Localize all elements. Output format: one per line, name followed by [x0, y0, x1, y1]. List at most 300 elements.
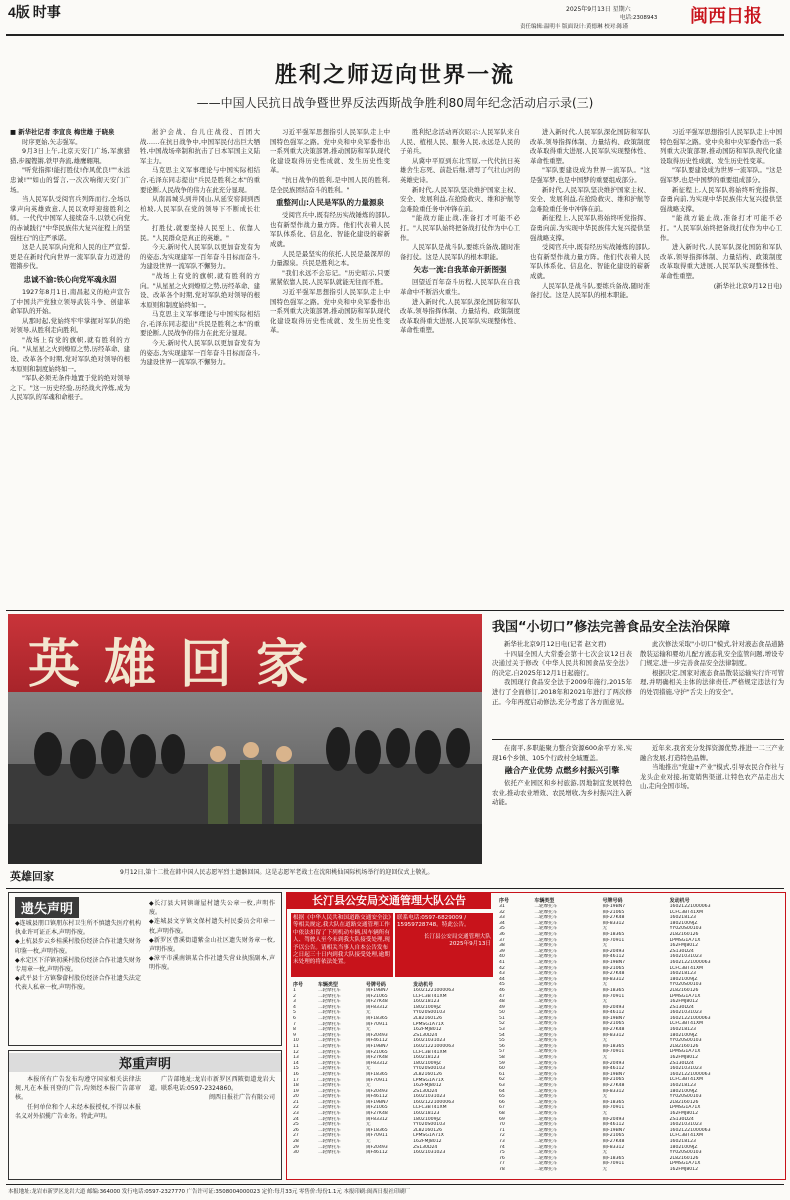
plate-number: 无 — [602, 1094, 608, 1100]
article2-col-1: 新华社北京9月12日电(记者 赵文君) 十四届全国人大常委会第十七次会议12日表决通过关于修改《中华人民共和国食品安全法》的决定,自2025年12月1日起施行。 我国现行食品安全法于2009年施行,2015年进行了全面修订,2018年和2021年进行了两次修正。今年再度启动修法,充分考虑了各方面意见。 — [492, 640, 632, 706]
engine-number: 16021221000063 — [669, 904, 711, 909]
plate-number: 闽F70911 — [602, 937, 625, 943]
vehicle-table-2: 序号 车辆类型 号牌号码 发动机号 31 二轮摩托车 闽F19BN7 16021221000063 32 二轮摩托车 闽F21065 LCFC3BT41XM 33 二轮摩托车 闽F27K48 160218123 34 二轮摩托车 闽F83312 18021009JZ 35 二轮摩托车 无 YY020S00103 36 二轮摩托车 闽F18365 2L82160126 37 二轮摩托车 闽F70911 LPMSG1A71X 38 二轮摩托车 无 162FMJ8012 39 二轮摩托车 闽F20493 ZS130D24 40 二轮摩托车 闽F46112 16021031023 41 二轮摩托车 闽F19BN7 16021221000063 42 二轮摩托车 闽F21065 LCFC3BT41XM 43 二轮摩托车 闽F27K48 160218123 44 二轮摩托车 闽F83312 18021009JZ 45 二轮摩托车 无 YY020S00103 46 二轮摩托车 闽F18365 2L82160126 47 二轮摩托车 闽F70911 LPMSG1A71X 48 二轮摩托车 无 162FMJ8012 49 二轮摩托车 闽F20493 ZS130D24 50 二轮摩托车 闽F46112 16021031023 51 二轮摩托车 闽F19BN7 16021221000063 52 二轮摩托车 闽F21065 LCFC3BT41XM 53 二轮摩托车 闽F27K48 160218123 54 二轮摩托车 闽F83312 18021009JZ 55 二轮摩托车 无 YY020S00103 56 二轮摩托车 闽F18365 2L82160126 57 二轮摩托车 闽F70911 LPMSG1A71X 58 二轮摩托车 无 162FMJ8012 59 二轮摩托车 闽F20493 ZS130D24 60 二轮摩托车 闽F46112 16021031023 61 二轮摩托车 闽F19BN7 16021221000063 62 二轮摩托车 闽F21065 LCFC3BT41XM 63 二轮摩托车 闽F27K48 160218123 64 二轮摩托车 闽F83312 18021009JZ 65 二轮摩托车 无 YY020S00103 66 二轮摩托车 闽F18365 2L82160126 67 二轮摩托车 闽F70911 LPMSG1A71X 68 二轮摩托车 无 162FMJ8012 69 二轮摩托车 闽F20493 ZS130D24 70 二轮摩托车 闽F46112 16021031023 71 二轮摩托车 闽F19BN7 16021221000063 72 二轮摩托车 闽F21065 LCFC3BT41XM 73 二轮摩托车 闽F27K48 160218123 74 二轮摩托车 闽F83312 18021009JZ 75 二轮摩托车 无 YY020S00103 76 二轮摩托车 闽F18365 2L82160126 77 二轮摩托车 闽F70911 LPMSG1A71X 78 二轮摩托车 无 162FMJ8012 — [497, 897, 781, 1173]
vehicle-type: 二轮摩托车 — [317, 1150, 341, 1156]
vehicle-type: 二轮摩托车 — [534, 1083, 558, 1088]
row-index: 33 — [499, 915, 505, 921]
article-col-6: 习近平强军思想指引人民军队走上中国特色强军之路。党中央和中央军委作出一系列重大决策部署,推动国防和军队现代化建设取得历史性成就、发生历史性变革。 "军队要建设成为世界一流军队。"这是强军梦,也是中国梦的重要组成部分。 新征程上,人民军队将始终听党指挥、奋勇向前,为实现中华民族伟大复兴提供坚强战略支撑。 "能战方能止战,准备打才可能不必打。"人民军队始终把备战打仗作为中心工作。 进入新时代,人民军队深化国防和军队改革,领导指挥体制、力量结构、政策制度改革取得重大进展,人民军队实现整体性、革命性重塑。 (新华社北京9月12日电) — [660, 128, 782, 290]
row-index: 35 — [499, 926, 505, 932]
vehicle-type: 二轮摩托车 — [317, 999, 341, 1005]
engine-number: YY020S00103 — [669, 1038, 702, 1044]
vehicle-type: 二轮摩托车 — [534, 1066, 558, 1072]
engine-number: 160218123 — [669, 971, 696, 977]
notice-solemn-box: 郑重声明 本报所有广告发布均遵守国家相关法律法规,凡在本报刊登的广告,均须经本报广告部审核。 任何单位和个人未经本报授权,不得以本报名义对外招揽广告业务。特此声明。 广告部地址:龙岩市新罗区西陂街道龙岩大道。联系电话:0597-2324860。 闽西日报社广告有限公司 — [8, 1050, 282, 1180]
page-number: 4版 时事 — [8, 4, 61, 20]
engine-number: ZS130D24 — [669, 948, 694, 954]
plate-number: 闽F70911 — [365, 1077, 388, 1083]
engine-number: YY020S00103 — [669, 1150, 702, 1156]
engine-number: 160218123 — [669, 1138, 696, 1144]
row-index: 1 — [293, 988, 296, 993]
engine-number: ZS130D24 — [413, 1032, 438, 1038]
engine-number: 16021221000063 — [669, 1015, 711, 1021]
plate-number: 闽F19BN7 — [602, 1127, 626, 1133]
article-title: 胜利之师迈向世界一流 — [274, 62, 515, 88]
vehicle-type: 二轮摩托车 — [534, 1055, 558, 1061]
row-index: 75 — [499, 1150, 505, 1156]
plate-number: 闽F20493 — [602, 1060, 625, 1066]
vehicle-type: 二轮摩托车 — [534, 987, 558, 993]
row-index: 72 — [499, 1133, 505, 1139]
vehicle-type: 二轮摩托车 — [317, 1066, 341, 1072]
row-index: 38 — [499, 943, 505, 949]
plate-number: 无 — [602, 1150, 608, 1156]
vehicle-type: 二轮摩托车 — [317, 1049, 341, 1055]
article-col-3: 习近平强军思想指引人民军队走上中国特色强军之路。党中央和中央军委作出一系列重大决策部署,推动国防和军队现代化建设取得历史性成就、发生历史性变革。 "抗日战争的胜利,是中国人民的胜利,是全民族团结奋斗的胜利。" 重整河山:人民是军队的力量源泉 受阅官兵中,既有经历实战锤炼的部队,也有新型作战力量方阵。他们代表着人民军队体系化、信息化、智能化建设的崭新成就。 人民是最坚实的依托,人民是最深厚的力量源泉。兵民是胜利之本。 "我们永远不会忘记。"历史昭示,只要紧紧依靠人民,人民军队就能无往而不胜。 习近平强军思想指引人民军队走上中国特色强军之路。党中央和中央军委作出一系列重大决策部署,推动国防和军队现代化建设取得历史性成就、发生历史性变革。 — [270, 128, 390, 335]
plate-number: 闽F83312 — [602, 1088, 625, 1094]
vehicle-type: 二轮摩托车 — [317, 1032, 341, 1038]
vehicle-type: 二轮摩托车 — [534, 943, 558, 949]
section-heading-3: 矢志一流:自我革命开新图强 — [413, 265, 507, 275]
engine-number: YY020S00103 — [669, 1094, 702, 1100]
vehicle-type: 二轮摩托车 — [317, 1088, 341, 1094]
vehicle-type: 二轮摩托车 — [534, 1027, 558, 1033]
row-index: 71 — [499, 1127, 505, 1133]
row-index: 63 — [499, 1083, 505, 1088]
row-index: 10 — [293, 1038, 299, 1044]
row-index: 21 — [293, 1099, 299, 1105]
vehicle-type: 二轮摩托车 — [317, 1144, 341, 1150]
vehicle-type: 二轮摩托车 — [534, 993, 558, 999]
plate-number: 闽F70911 — [602, 1049, 625, 1055]
table-row — [291, 1150, 491, 1156]
engine-number: LCFC3BT41XM — [669, 909, 704, 915]
vehicle-type: 二轮摩托车 — [534, 1077, 558, 1083]
vehicle-type: 二轮摩托车 — [534, 959, 558, 965]
engine-number: LCFC3BT41XM — [669, 965, 704, 971]
engine-number: 18021009JZ — [669, 1144, 698, 1150]
vehicle-type: 二轮摩托车 — [534, 1133, 558, 1139]
plate-number: 无 — [365, 1122, 371, 1128]
vehicle-type: 二轮摩托车 — [534, 1004, 558, 1010]
plate-number: 无 — [602, 1055, 608, 1061]
vehicle-type: 二轮摩托车 — [534, 1150, 558, 1156]
article-col-5: 进入新时代,人民军队深化国防和军队改革,领导指挥体制、力量结构、政策制度改革取得重大进展,人民军队实现整体性、革命性重塑。 "军队要建设成为世界一流军队。"这是强军梦,也是中国梦的重要组成部分。 新时代,人民军队坚决维护国家主权、安全、发展利益,在抢险救灾、维和护航等急难险重任务中冲锋在前。 新征程上,人民军队将始终听党指挥、奋勇向前,为实现中华民族伟大复兴提供坚强战略支撑。 受阅官兵中,既有经历实战锤炼的部队,也有新型作战力量方阵。他们代表着人民军队体系化、信息化、智能化建设的崭新成就。 人民军队是战斗队,要练兵备战,随时准备打仗。这是人民军队的根本职能。 — [530, 128, 650, 300]
vehicle-type: 二轮摩托车 — [534, 1021, 558, 1027]
row-index: 2 — [293, 993, 296, 999]
engine-number: 160218123 — [669, 1083, 696, 1088]
vehicle-type: 二轮摩托车 — [534, 1138, 558, 1144]
footer-rule — [6, 1184, 784, 1185]
article-subtitle: ——中国人民抗日战争暨世界反法西斯战争胜利80周年纪念活动启示录(三) — [196, 96, 594, 110]
row-index: 11 — [293, 1043, 299, 1049]
engine-number: 16021031023 — [669, 1066, 702, 1072]
vehicle-type: 二轮摩托车 — [317, 993, 341, 999]
plate-number: 闽F27K48 — [602, 1138, 625, 1144]
photo-label: 英雄回家 — [10, 870, 54, 883]
plate-number: 闽F18365 — [602, 1155, 625, 1161]
row-index: 17 — [293, 1077, 299, 1083]
engine-number: 16021221000063 — [669, 1127, 711, 1133]
plate-number: 闽F18365 — [365, 1127, 388, 1133]
plate-number: 闽F21065 — [602, 909, 625, 915]
plate-number: 闽F83312 — [365, 1060, 388, 1066]
vehicle-type: 二轮摩托车 — [534, 1071, 558, 1077]
row-index: 73 — [499, 1138, 505, 1144]
article-col-4: 胜利纪念活动再次昭示:人民军队来自人民、植根人民、服务人民,永远是人民的子弟兵。 从冀中平原到东北雪原,一代代抗日英雄舍生忘死、前赴后继,谱写了气壮山河的英雄史诗。 新时代,人民军队坚决维护国家主权、安全、发展利益,在抢险救灾、维和护航等急难险重任务中冲锋在前。 "能战方能止战,准备打才可能不必打。"人民军队始终把备战打仗作为中心工作。 人民军队是战斗队,要练兵备战,随时准备打仗。这是人民军队的根本职能。 矢志一流:自我革命开新图强 回望近百年奋斗历程,人民军队在自我革命中不断浴火重生。 进入新时代,人民军队深化国防和军队改革,领导指挥体制、力量结构、政策制度改革取得重大进展,人民军队实现整体性、革命性重塑。 — [400, 128, 520, 335]
plate-number: 闽F20493 — [602, 1116, 625, 1122]
engine-number: 162FMJ8012 — [669, 999, 699, 1005]
article2-col-2: 此次修法采取"小切口"模式,针对液态食品道路散装运输和婴幼儿配方液态乳安全监管问题,增设专门规定,进一步完善食品安全法律制度。 根据决定,国家对液态食品散装运输实行许可管理,并明确相关主体的法律责任,严格规定违法行为的处罚措施,守护"舌尖上的安全"。 — [640, 640, 784, 696]
engine-number: LCFC3BT41XM — [669, 1021, 704, 1027]
engine-number: 2L82160126 — [669, 987, 699, 993]
row-index: 52 — [499, 1021, 505, 1027]
vehicle-type: 二轮摩托车 — [534, 1105, 558, 1111]
row-index: 12 — [293, 1049, 299, 1055]
engine-number: 16021031023 — [669, 1010, 702, 1016]
row-index: 13 — [293, 1055, 299, 1061]
vehicle-type: 二轮摩托车 — [534, 971, 558, 977]
row-index: 30 — [293, 1150, 299, 1156]
plate-number: 闽F83312 — [602, 1144, 625, 1150]
row-index: 25 — [293, 1122, 299, 1128]
vehicle-type: 二轮摩托车 — [317, 1060, 341, 1066]
vehicle-type: 二轮摩托车 — [317, 1077, 341, 1083]
vehicle-type: 二轮摩托车 — [534, 1032, 558, 1038]
plate-number: 闽F19BN7 — [602, 1071, 626, 1077]
engine-number: 160218123 — [669, 915, 696, 921]
plate-number: 闽F19BN7 — [365, 1043, 389, 1049]
vehicle-type: 二轮摩托车 — [534, 1110, 558, 1116]
header-editor: 责任编辑:温明丰 版面设计:黄德琳 校对:陈谨 — [520, 24, 629, 30]
engine-number: YY020S00103 — [413, 1066, 446, 1072]
vehicle-type: 二轮摩托车 — [534, 976, 558, 982]
article2-title: 我国“小切口”修法完善食品安全法治保障 — [492, 620, 731, 635]
plate-number: 无 — [602, 926, 608, 932]
row-index: 24 — [293, 1116, 299, 1122]
engine-number: 2L82160126 — [669, 1043, 699, 1049]
plate-number: 闽F27K48 — [602, 915, 625, 921]
row-index: 19 — [293, 1088, 299, 1094]
plate-number: 闽F27K48 — [602, 1083, 625, 1088]
row-index: 59 — [499, 1060, 505, 1066]
plate-number: 无 — [365, 1083, 371, 1089]
header-phone: 电话:2308943 — [620, 15, 658, 21]
vehicle-type: 二轮摩托车 — [317, 1015, 341, 1021]
notice-traffic-text-left: 根据《中华人民共和国道路交通安全法》等相关规定,我大队在道路交通管理工作中依法扣留了下列机动车辆,因车辆所有人、驾驶人至今未到我大队接受处理,现予以公告。请相关当事人自本公告发布之日起三十日内到我大队接受处理,逾期未处理的将依法处置。 — [291, 913, 393, 977]
vehicle-type: 二轮摩托车 — [534, 1043, 558, 1049]
plate-number: 闽F21065 — [365, 1049, 388, 1055]
vehicle-type: 二轮摩托车 — [317, 1027, 341, 1033]
plate-number: 闽F18365 — [602, 987, 625, 993]
plate-number: 闽F27K48 — [602, 971, 625, 977]
vehicle-type: 二轮摩托车 — [317, 1083, 341, 1089]
engine-number: 16021031023 — [413, 1150, 446, 1156]
section-heading-2: 重整河山:人民是军队的力量源泉 — [276, 198, 384, 208]
vehicle-type: 二轮摩托车 — [317, 1122, 341, 1128]
row-index: 70 — [499, 1122, 505, 1128]
engine-number: YY020S00103 — [413, 1122, 446, 1128]
engine-number: ZS130D24 — [413, 1144, 438, 1150]
vehicle-type: 二轮摩托车 — [534, 915, 558, 921]
plate-number: 闽F46112 — [365, 1094, 388, 1100]
plate-number: 闽F21065 — [365, 993, 388, 999]
row-index: 27 — [293, 1133, 299, 1139]
article-col-2: 淞沪会战、台儿庄战役、百团大战……在抗日战争中,中国军民付出巨大牺牲,中国战场牵制和抗击了日本军国主义陆军主力。 马克思主义军事理论与中国实际相结合,毛泽东同志提出"兵民是胜利之本"的重要论断,人民战争的伟力在此充分显现。 从南昌城头到井冈山,从延安窑洞到西柏坡,人民军队在党的领导下不断成长壮大。 打胜仗,就要坚持人民至上、依靠人民。"人民群众是真正的英雄。" 今天,新时代人民军队以更加奋发有为的姿态,为实现建军一百年奋斗目标而奋斗,为建设世界一流军队不懈努力。 "战场上有党的旗帜,就有胜利的方向。"从星星之火到燎原之势,历经革命、建设、改革各个时期,党对军队绝对领导的根本原则和制度始终如一。 马克思主义军事理论与中国实际相结合,毛泽东同志提出"兵民是胜利之本"的重要论断,人民战争的伟力在此充分显现。 今天,新时代人民军队以更加奋发有为的姿态,为实现建军一百年奋斗目标而奋斗,为建设世界一流军队不懈努力。 — [140, 128, 260, 367]
plate-number: 闽F27K48 — [602, 1027, 625, 1033]
row-index: 54 — [499, 1032, 505, 1038]
plate-number: 闽F21065 — [602, 1133, 625, 1139]
notice-traffic-title: 长汀县公安局交通管理大队公告 — [287, 893, 491, 909]
engine-number: 16021031023 — [413, 1038, 446, 1044]
plate-number: 闽F70911 — [365, 1133, 388, 1139]
engine-number: LCFC3BT41XM — [669, 1077, 704, 1083]
row-index: 39 — [499, 948, 505, 954]
engine-number: LCFC3BT41XM — [413, 1105, 447, 1111]
vehicle-type: 二轮摩托车 — [317, 1010, 341, 1016]
row-index: 34 — [499, 920, 505, 926]
plate-number: 闽F21065 — [602, 1077, 625, 1083]
row-index: 67 — [499, 1105, 505, 1111]
engine-number: 16021221000063 — [413, 988, 455, 993]
row-index: 3 — [293, 999, 296, 1005]
plate-number: 无 — [365, 1010, 371, 1016]
header-date: 2025年9月13日 星期六 — [566, 6, 631, 13]
vehicle-type: 二轮摩托车 — [317, 1071, 341, 1077]
vehicle-type: 二轮摩托车 — [534, 1010, 558, 1016]
article3-col-2: 近年来,我省充分发挥资源优势,推进一二三产业融合发展,打造特色品牌。 当地推出"党建+产业"模式,引导农民合作社与龙头企业对接,拓宽销售渠道,让特色农产品走出大山,走向全国市场。 — [640, 744, 784, 791]
plate-number: 无 — [365, 1139, 371, 1145]
notice-traffic-text-right: 联系电话:0597-6829009 / 15959728748。特此公告。 长汀县公安局交通管理大队 2025年9月13日 — [395, 913, 493, 977]
notice-lost-box: 遗失声明 ◆连城县朋口镇朋东村卫生所不慎遗失医疗机构执业许可证正本,声明作废。 ◆上杭县步云乡桂溪村股份经济合作社遗失财务印鉴一枚,声明作废。 ◆永定区下洋镇初溪村股份经济合作社遗失财务专用章一枚,声明作废。 ◆武平县十方镇黎畲村股份经济合作社遗失法定代表人私章一枚,声明作废。 ◆长汀县大同镇谢屋村遗失公章一枚,声明作废。 ◆连城县文亨镇文保村遗失村民委员会印章一枚,声明作废。 ◆新罗区曹溪街道紫金山社区遗失财务章一枚,声明作废。 ◆漳平市溪南镇某合作社遗失营业执照副本,声明作废。 — [8, 892, 282, 1046]
vehicle-type: 二轮摩托车 — [534, 1099, 558, 1105]
engine-number: YY020S00103 — [669, 926, 702, 932]
engine-number: 162FMJ8012 — [413, 1139, 442, 1145]
plate-number: 闽F21065 — [365, 1105, 388, 1111]
engine-number: 2L82160126 — [669, 1099, 699, 1105]
engine-number: ZS130D24 — [413, 1088, 438, 1094]
row-index: 47 — [499, 993, 505, 999]
row-index: 32 — [499, 909, 505, 915]
plate-number: 闽F83312 — [365, 1116, 388, 1122]
engine-number: 162FMJ8012 — [413, 1083, 442, 1089]
row-index: 44 — [499, 976, 505, 982]
vehicle-type: 二轮摩托车 — [534, 982, 558, 988]
engine-number: 18021009JZ — [669, 1032, 698, 1038]
row-index: 51 — [499, 1015, 505, 1021]
row-index: 5 — [293, 1010, 296, 1016]
vehicle-type: 二轮摩托车 — [534, 1155, 558, 1161]
plate-number: 闽F70911 — [602, 993, 625, 999]
vehicle-type: 二轮摩托车 — [534, 1116, 558, 1122]
engine-number: LPMSG1A71X — [669, 1105, 701, 1111]
plate-number: 闽F18365 — [365, 1015, 388, 1021]
plate-number: 闽F18365 — [602, 1043, 625, 1049]
row-index: 57 — [499, 1049, 505, 1055]
row-index: 68 — [499, 1110, 505, 1116]
row-index: 8 — [293, 1027, 296, 1033]
engine-number: 18021009JZ — [413, 1116, 442, 1122]
engine-number: 16021221000063 — [669, 1071, 711, 1077]
engine-number: 160218123 — [413, 999, 440, 1005]
engine-number: 16021221000063 — [413, 1099, 455, 1105]
engine-number: 162FMJ8012 — [669, 1110, 699, 1116]
row-index: 74 — [499, 1144, 505, 1150]
row-index: 65 — [499, 1094, 505, 1100]
plate-number: 闽F27K48 — [365, 1055, 388, 1061]
vehicle-type: 二轮摩托车 — [534, 1049, 558, 1055]
row-index: 15 — [293, 1066, 299, 1072]
engine-number: 18021009JZ — [669, 976, 698, 982]
engine-number: LPMSG1A71X — [413, 1021, 444, 1027]
row-index: 14 — [293, 1060, 299, 1066]
plate-number: 闽F21065 — [602, 1021, 625, 1027]
plate-number: 闽F19BN7 — [602, 904, 626, 909]
vehicle-type: 二轮摩托车 — [317, 1116, 341, 1122]
divider-lower — [6, 888, 784, 889]
plate-number: 闽F70911 — [602, 1105, 625, 1111]
plate-number: 闽F70911 — [602, 1161, 625, 1167]
divider-article2 — [492, 739, 784, 740]
engine-number: LPMSG1A71X — [669, 993, 701, 999]
vehicle-type: 二轮摩托车 — [317, 1139, 341, 1145]
engine-number: 162FMJ8012 — [669, 1166, 699, 1172]
row-index: 43 — [499, 971, 505, 977]
plate-number: 无 — [365, 1066, 371, 1072]
plate-number: 无 — [602, 943, 608, 949]
vehicle-type: 二轮摩托车 — [534, 926, 558, 932]
plate-number: 无 — [365, 1027, 371, 1033]
plate-number: 闽F18365 — [602, 1099, 625, 1105]
row-index: 53 — [499, 1027, 505, 1033]
engine-number: 2L82160126 — [669, 931, 699, 937]
plate-number: 闽F83312 — [602, 976, 625, 982]
engine-number: LPMSG1A71X — [669, 1049, 701, 1055]
engine-number: LCFC3BT41XM — [413, 993, 447, 999]
plate-number: 闽F83312 — [365, 1004, 388, 1010]
row-index: 22 — [293, 1105, 299, 1111]
plate-number: 闽F46112 — [602, 954, 625, 960]
plate-number: 闽F27K48 — [365, 999, 388, 1005]
engine-number: 18021009JZ — [669, 920, 698, 926]
plate-number: 闽F46112 — [365, 1150, 388, 1156]
engine-number: LPMSG1A71X — [669, 937, 701, 943]
engine-number: 160218123 — [669, 1027, 696, 1033]
engine-number: LPMSG1A71X — [669, 1161, 701, 1167]
row-index: 26 — [293, 1127, 299, 1133]
vehicle-type: 二轮摩托车 — [534, 1144, 558, 1150]
plate-number: 无 — [602, 1166, 608, 1172]
row-index: 23 — [293, 1111, 299, 1117]
engine-number: YY020S00103 — [413, 1010, 446, 1016]
plate-number: 闽F46112 — [602, 1066, 625, 1072]
vehicle-type: 二轮摩托车 — [317, 1127, 341, 1133]
plate-number: 闽F18365 — [602, 931, 625, 937]
engine-number: 18021009JZ — [669, 1088, 698, 1094]
divider-mid — [6, 610, 784, 611]
row-index: 49 — [499, 1004, 505, 1010]
plate-number: 闽F18365 — [365, 1071, 388, 1077]
vehicle-type: 二轮摩托车 — [534, 909, 558, 915]
row-index: 50 — [499, 1010, 505, 1016]
engine-number: LCFC3BT41XM — [413, 1049, 447, 1055]
plate-number: 闽F19BN7 — [602, 1015, 626, 1021]
notice-solemn-title: 郑重声明 — [9, 1053, 281, 1072]
row-index: 37 — [499, 937, 505, 943]
vehicle-type: 二轮摩托车 — [317, 1094, 341, 1100]
engine-number: 162FMJ8012 — [413, 1027, 442, 1033]
photo-caption: 9月12日,第十二批在韩中国人民志愿军烈士遗骸回国。这是志愿军老战士在沈阳桃仙国际机场举行的迎回仪式上敬礼。 — [120, 869, 434, 876]
engine-number: 162FMJ8012 — [669, 1055, 699, 1061]
row-index: 6 — [293, 1015, 296, 1021]
row-index: 78 — [499, 1166, 505, 1172]
row-index: 69 — [499, 1116, 505, 1122]
row-index: 4 — [293, 1004, 296, 1010]
engine-number: 160218123 — [413, 1111, 440, 1117]
engine-number: ZS130D24 — [669, 1060, 694, 1066]
table-row — [497, 1167, 781, 1173]
plate-number: 闽F46112 — [365, 1038, 388, 1044]
row-index: 76 — [499, 1155, 505, 1161]
vehicle-type: 二轮摩托车 — [534, 1166, 558, 1172]
engine-number: YY020S00103 — [669, 982, 702, 988]
article-col-1: ■ 新华社记者 李宣良 梅世雄 于晓泉 时序更始,矢志强军。 9月3日上午,北京天安门广场,军旗猎猎,步履铿锵,铁甲奔流,雄鹰翱翔。 "听党指挥!能打胜仗!作风优良!""永远忠诚!""如山的誓言,一次次响彻天安门广场。 当人民军队受阅官兵列阵而行,全场以掌声向英雄致意,人民以欢呼迎接胜利之师。一代代中国军人接续奋斗,以铁心向党的赤诚践行"中华民族伟大复兴征程上的坚强柱石"的庄严承诺。 这是人民军队向党和人民的庄严宣誓,更是在新时代向世界一流军队奋力迈进的铿锵步伐。 忠诚不渝:铁心向党军魂永固 1927年8月1日,南昌起义的枪声宣告了中国共产党独立领导武装斗争、创建革命军队的开始。 从那时起,党始终牢牢掌握对军队的绝对领导,从胜利走向胜利。 "战场上有党的旗帜,就有胜利的方向。"从星星之火到燎原之势,历经革命、建设、改革各个时期,党对军队绝对领导的根本原则和制度始终如一。 "军队必须无条件地置于党的绝对领导之下。"这一历史经验,历经战火淬炼,成为人民军队的军魂和命根子。 — [10, 128, 130, 402]
engine-number: LPMSG1A71X — [413, 1077, 444, 1083]
plate-number: 闽F20493 — [365, 1088, 388, 1094]
plate-number: 闽F21065 — [602, 965, 625, 971]
vehicle-type: 二轮摩托车 — [534, 954, 558, 960]
engine-number: 2L82160126 — [669, 1155, 699, 1161]
row-index: 62 — [499, 1077, 505, 1083]
vehicle-type: 二轮摩托车 — [534, 948, 558, 954]
plate-number: 闽F27K48 — [365, 1111, 388, 1117]
vehicle-type: 二轮摩托车 — [534, 931, 558, 937]
row-index: 46 — [499, 987, 505, 993]
engine-number: 160218123 — [413, 1055, 440, 1061]
plate-number: 无 — [602, 1110, 608, 1116]
article3-subhead: 融合产业优势 点燃乡村振兴引擎 — [504, 766, 620, 776]
row-index: 29 — [293, 1144, 299, 1150]
byline: ■ 新华社记者 李宣良 梅世雄 于晓泉 — [10, 128, 115, 136]
article3-col-1: 在南平,多职能聚力整合资源600余平方米,实现16个乡镇、105个行政村全域覆盖。 融合产业优势 点燃乡村振兴引擎 依托产业园区和乡村旅游,因地制宜发展特色农业,推动农业增效、农民增收,为乡村振兴注入新动能。 — [492, 744, 632, 807]
engine-number: LPMSG1A71X — [413, 1133, 444, 1139]
plate-number: 闽F19BN7 — [365, 988, 389, 993]
vehicle-type: 二轮摩托车 — [534, 1127, 558, 1133]
engine-number: 18021009JZ — [413, 1060, 442, 1066]
plate-number: 无 — [602, 999, 608, 1005]
engine-number: 16021031023 — [669, 1122, 702, 1128]
row-index: 45 — [499, 982, 505, 988]
vehicle-type: 二轮摩托车 — [317, 1111, 341, 1117]
engine-number: 16021031023 — [413, 1094, 446, 1100]
vehicle-type: 二轮摩托车 — [317, 1021, 341, 1027]
row-index: 77 — [499, 1161, 505, 1167]
vehicle-type: 二轮摩托车 — [534, 1122, 558, 1128]
engine-number: 16021221000063 — [413, 1043, 455, 1049]
engine-number: 16021221000063 — [669, 959, 711, 965]
row-index: 36 — [499, 931, 505, 937]
row-index: 48 — [499, 999, 505, 1005]
masthead-logo: 闽西日报 — [690, 6, 762, 27]
row-index: 16 — [293, 1071, 299, 1077]
engine-number: ZS130D24 — [669, 1004, 694, 1010]
engine-number: 2L82160126 — [413, 1015, 442, 1021]
row-index: 55 — [499, 1038, 505, 1044]
vehicle-type: 二轮摩托车 — [317, 1105, 341, 1111]
plate-number: 闽F19BN7 — [365, 1099, 389, 1105]
row-index: 18 — [293, 1083, 299, 1089]
vehicle-type: 二轮摩托车 — [534, 965, 558, 971]
row-index: 31 — [499, 904, 505, 909]
